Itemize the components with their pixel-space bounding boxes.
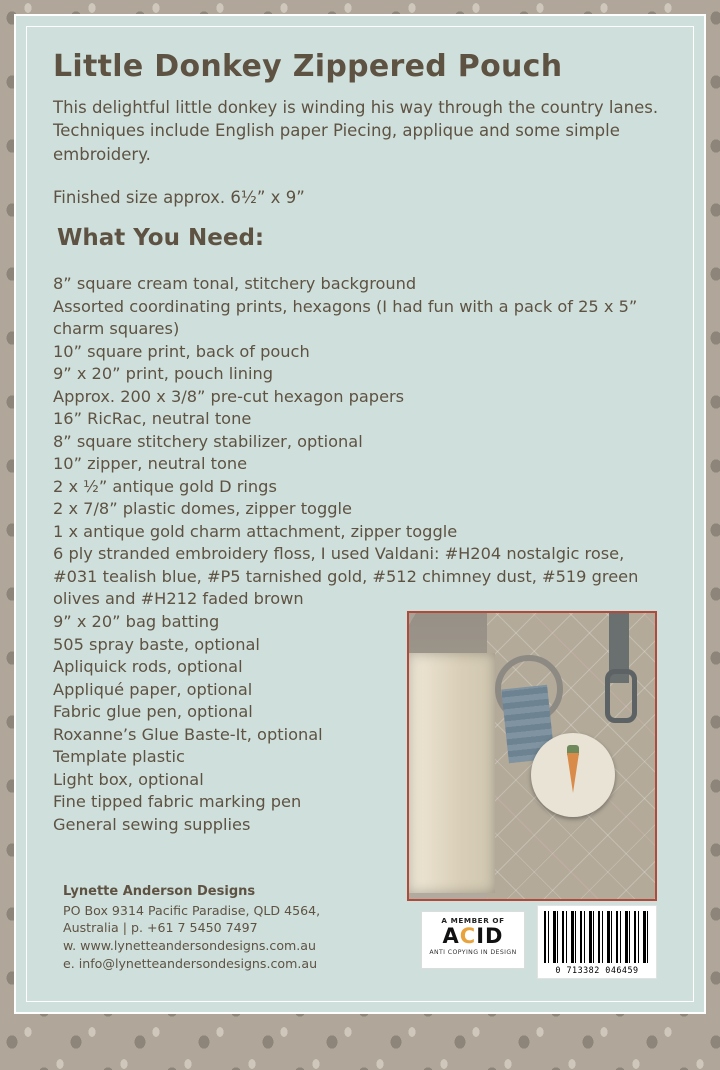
section-title-what-you-need: What You Need:: [57, 225, 265, 252]
carrot-icon: [567, 753, 579, 793]
carrot-button: [531, 733, 615, 817]
page-title: Little Donkey Zippered Pouch: [53, 49, 563, 84]
list-item: 1 x antique gold charm attachment, zipper toggle: [53, 521, 458, 541]
acid-logo-wordmark: [422, 925, 524, 947]
list-item: Light box, optional: [53, 769, 204, 789]
list-item: Fine tipped fabric marking pen: [53, 792, 302, 812]
website-link[interactable]: w. www.lynetteandersondesigns.com.au: [63, 938, 317, 954]
list-item: 8” square stitchery stabilizer, optional: [53, 431, 363, 451]
address-line-1: PO Box 9314 Pacific Paradise, QLD 4564,: [63, 902, 321, 918]
tape-measure-prop: [409, 653, 495, 893]
barcode-number: 0 713382 046459: [555, 965, 639, 975]
list-item: Apliquick rods, optional: [53, 657, 243, 677]
list-item: Assorted coordinating prints, hexagons (I had fun with a pack of 25 x 5” charm squares): [53, 296, 638, 339]
list-item: Appliqué paper, optional: [53, 679, 253, 699]
list-item: 6 ply stranded embroidery floss, I used Valdani: #H204 nostalgic rose, #031 tealish blue, #P5 tarnished gold, #512 chimney dust, #519 green olives and #H212 faded brown: [53, 544, 639, 609]
barcode-bars: [544, 911, 650, 963]
list-item: Roxanne’s Glue Baste-It, optional: [53, 724, 323, 744]
list-item: 10” square print, back of pouch: [53, 341, 310, 361]
list-item: 505 spray baste, optional: [53, 634, 260, 654]
list-item: Fabric glue pen, optional: [53, 702, 253, 722]
finished-size-text: Finished size approx. 6½” x 9”: [53, 188, 305, 208]
email-link[interactable]: e. info@lynetteandersondesigns.com.au: [63, 956, 318, 972]
acid-logo-line1: A MEMBER OF: [441, 916, 505, 925]
list-item: 8” square cream tonal, stitchery background: [53, 274, 417, 294]
photo-backdrop: [409, 613, 655, 899]
brand-name: Lynette Anderson Designs: [63, 884, 256, 900]
list-item: 10” zipper, neutral tone: [53, 454, 248, 474]
list-item: 16” RicRac, neutral tone: [53, 409, 252, 429]
list-item: General sewing supplies: [53, 814, 251, 834]
list-item: 2 x ½” antique gold D rings: [53, 476, 277, 496]
list-item: Approx. 200 x 3/8” pre-cut hexagon papers: [53, 386, 405, 406]
address-line-2: Australia | p. +61 7 5450 7497: [63, 920, 258, 936]
list-item: 9” x 20” print, pouch lining: [53, 364, 274, 384]
footer-contact-block: [63, 883, 320, 973]
product-photo: [407, 611, 657, 901]
card-inner-frame: [26, 26, 694, 1002]
list-item: 9” x 20” bag batting: [53, 612, 220, 631]
pattern-cover-card: [14, 14, 706, 1014]
list-item: 2 x 7/8” plastic domes, zipper toggle: [53, 499, 352, 519]
acid-letter-c: C: [459, 924, 477, 948]
acid-letter-a: A: [442, 924, 460, 948]
list-item: Template plastic: [53, 747, 185, 767]
acid-member-logo: [421, 911, 525, 969]
acid-letters-id: ID: [476, 924, 504, 948]
acid-logo-tagline: ANTI COPYING IN DESIGN: [429, 949, 517, 957]
barcode: [537, 905, 657, 979]
intro-paragraph: This delightful little donkey is winding his way through the country lanes. Techniques include English paper Piecing, applique and some simple embroidery.: [53, 98, 659, 164]
zipper-pull-icon: [605, 669, 637, 723]
